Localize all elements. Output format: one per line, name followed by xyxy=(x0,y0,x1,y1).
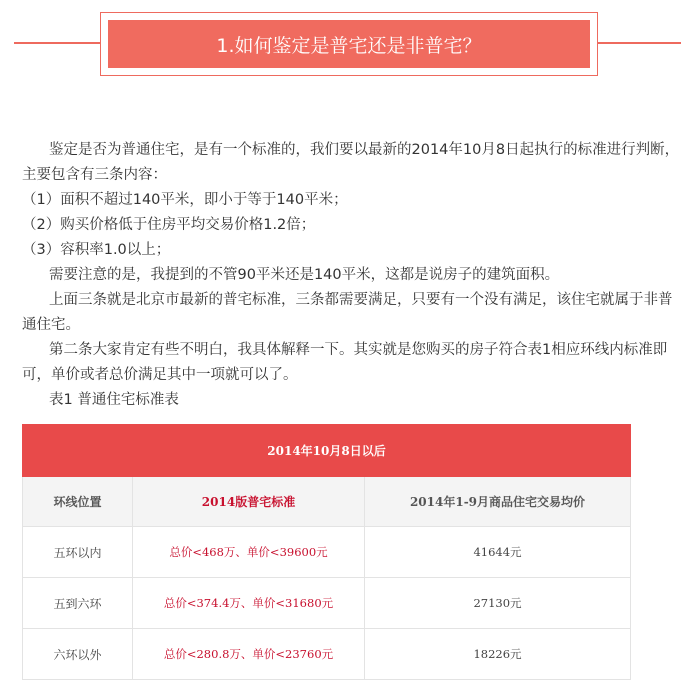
cell-standard: 总价<280.8万、单价<23760元 xyxy=(133,629,365,680)
cell-avg-price: 18226元 xyxy=(365,629,631,680)
cell-avg-price: 41644元 xyxy=(365,527,631,578)
section-heading-frame xyxy=(100,12,598,76)
table-row xyxy=(23,578,631,629)
table-title: 2014年10月8日以后 xyxy=(23,425,631,477)
criterion-area: （1）面积不超过140平米，即小于等于140平米； xyxy=(22,192,348,208)
col-header-ring-road: 环线位置 xyxy=(23,477,133,527)
paragraph-explanation: 第二条大家肯定有些不明白，我具体解释一下。其实就是您购买的房子符合表1相应环线内标准即可，单价或者总价满足其中一项就可以了。 xyxy=(22,342,668,383)
cell-location: 五环以内 xyxy=(23,527,133,578)
cell-standard: 总价<374.4万、单价<31680元 xyxy=(133,578,365,629)
col-header-avg-price: 2014年1-9月商品住宅交易均价 xyxy=(365,477,631,527)
paragraph-intro: 鉴定是否为普通住宅，是有一个标准的，我们要以最新的2014年10月8日起执行的标准进行判断，主要包含有三条内容： xyxy=(22,142,680,183)
cell-location: 五到六环 xyxy=(23,578,133,629)
col-header-standard: 2014版普宅标准 xyxy=(133,477,365,527)
paragraph-note: 需要注意的是，我提到的不管90平米还是140平米，这都是说房子的建筑面积。 xyxy=(49,267,560,283)
article-body xyxy=(22,138,682,413)
table-row xyxy=(23,527,631,578)
cell-standard: 总价<468万、单价<39600元 xyxy=(133,527,365,578)
table-caption: 表1 普通住宅标准表 xyxy=(49,392,179,408)
criterion-price: （2）购买价格低于住房平均交易价格1.2倍； xyxy=(22,217,316,233)
cell-avg-price: 27130元 xyxy=(365,578,631,629)
standard-table xyxy=(22,424,631,680)
section-heading: 1.如何鉴定是普宅还是非普宅？ xyxy=(108,20,590,68)
cell-location: 六环以外 xyxy=(23,629,133,680)
criterion-plot-ratio: （3）容积率1.0以上； xyxy=(22,242,171,258)
paragraph-summary: 上面三条就是北京市最新的普宅标准，三条都需要满足，只要有一个没有满足，该住宅就属于非普通住宅。 xyxy=(22,292,673,333)
table-row xyxy=(23,629,631,680)
